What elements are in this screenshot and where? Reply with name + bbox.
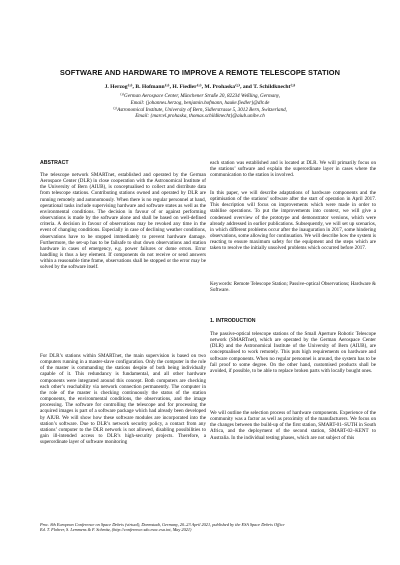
body-paragraph: We will outline the selection process of hardware components. Experience of the community was a factor as well as proximity of the manufacturers. We focus on the changes between the build-up of the first station, SMART-01–SUTH in South Africa, and the deployment of the second station, SMART-02–KENT to Australia. In the individual testing phases, which are not subject of this [210,410,376,441]
body-paragraph: each station was established and is located at DLR. We will primarily focus on the stations’ software and explain the superordinate layer in cases where the communication to the station is involved. [210,160,376,179]
introduction-heading: 1. INTRODUCTION [210,318,256,324]
author-list: J. Herzog⁽¹⁾, B. Hofmann⁽¹⁾, H. Fiedler⁽¹⁾, M. Prohaska⁽²⁾, and T. Schildknecht⁽²⁾ [104,84,296,90]
abstract-heading: ABSTRACT [40,160,69,166]
affiliation-line: Email: {marcel.prohaska, thomas.schildknecht}@aiub.unibe.ch [135,113,265,120]
affiliation-line: ⁽²⁾Astronomical Institute, University of Bern, Sidlerstrasse 5, 3012 Bern, Switzerland, [113,106,287,113]
keywords: Keywords: Remote Telescope Station; Passive-optical Observations; Hardware & Software. [210,281,376,294]
affiliation-line: ⁽¹⁾German Aerospace Center, Münchener Straße 20, 82234 Weßling, Germany, [119,93,281,99]
affiliation-line: Email: {johannes.herzog, benjamin.hofmann, hauke.fiedler}@dlr.de [130,99,270,106]
page-footer [40,522,360,533]
abstract-paragraph: For DLR’s stations within SMARTnet, the main supervision is based on two computers running in a master-slave configuration. Only the computer in the role of the master is commanding the stations despite of both being individually capable of it. This redundancy is fundamental, and all other hardware components were integrated around this concept. Both computers are checking each other’s reachability via network connection permanently. The computer in the role of the master is checking continuously the status of the station components, the environmental conditions, the observations, and the image processing. The software for controlling the telescope and for processing the acquired images is part of a software package which had already been developed by AIUB. We will show how these software modules are incorporated into the station’s software. Due to DLR’s network security policy, a contact from any stations’ computer to the DLR network is not allowed, disabling possibilities to gain ill-intended access to DLR’s high-security projects. Therefore, a superordinate layer of software monitoring [40,353,206,446]
affiliations [20,93,380,120]
body-paragraph: The passive-optical telescope stations of the Small Aperture Robotic Telescope network (SMARTnet), which are operated by the German Aerospace Center (DLR) and the Astronomical Institute of the University of Bern (AIUB), are conceptualised to work remotely. This puts high requirements on hardware and software components. When no regular personnel is around, the system has to be fail proof to some degree. On the other hand, customised products shall be avoided, if possible, to be able to replace broken parts with locally bought ones. [210,331,376,374]
footer-line: Ed. T. Flohrer, S. Lemmens & F. Schmitz, (http://conference.sdo.esoc.esa.int, May 2021) [40,527,192,533]
body-paragraph: In this paper, we will describe adaptations of hardware components and the optimisation of the stations’ software after the start of operation in April 2017. This description will focus on improvements which were made in order to stabilise operations. To put the improvements into context, we will give a condensed overview of the prototype and demonstrator versions, which were already addressed in earlier publications. Subsequently, we will set up scenarios, in which different problems occur after the inauguration in 2017, some hindering observations, some allowing for continuation. We will describe how the system is reacting to ensure maximum safety for the equipment and the steps which are taken to resolve the initially unsolved problems which occurred before 2017. [210,190,376,252]
abstract-paragraph: The telescope network SMARTnet, established and operated by the German Aerospace Center (DLR) in close cooperation with the Astronomical Institute of the University of Bern (AIUB), is conceptualised to collect and distribute data from telescope stations. Contributing stations owned and operated by DLR are running remotely and autonomously. When there is no regular personnel at hand, operational tasks include supervising hardware and software states as well as the environmental conditions. The decision in favour of or against performing observations is made by the software alone and shall be based on well-defined criteria. A decision in favour of observations may be revoked any time in the event of changing conditions. Especially in case of declining weather conditions, observations have to be stopped immediately to prevent hardware damage. Furthermore, the set-up has to be failsafe to shut down observations and station hardware in cases of emergency, e.g. power failures or dome errors. Error handling is thus a key element. If components do not receive or send answers within a reasonable time frame, observations shall be stopped or the error may be solved by the software itself. [40,172,206,271]
paper-title: SOFTWARE AND HARDWARE TO IMPROVE A REMOTE TELESCOPE STATION [59,68,341,77]
footer-line: Proc. 8th European Conference on Space Debris (virtual), Darmstadt, Germany, 20–23 April 2021, published by the ESA Space Debris Office [40,522,285,527]
